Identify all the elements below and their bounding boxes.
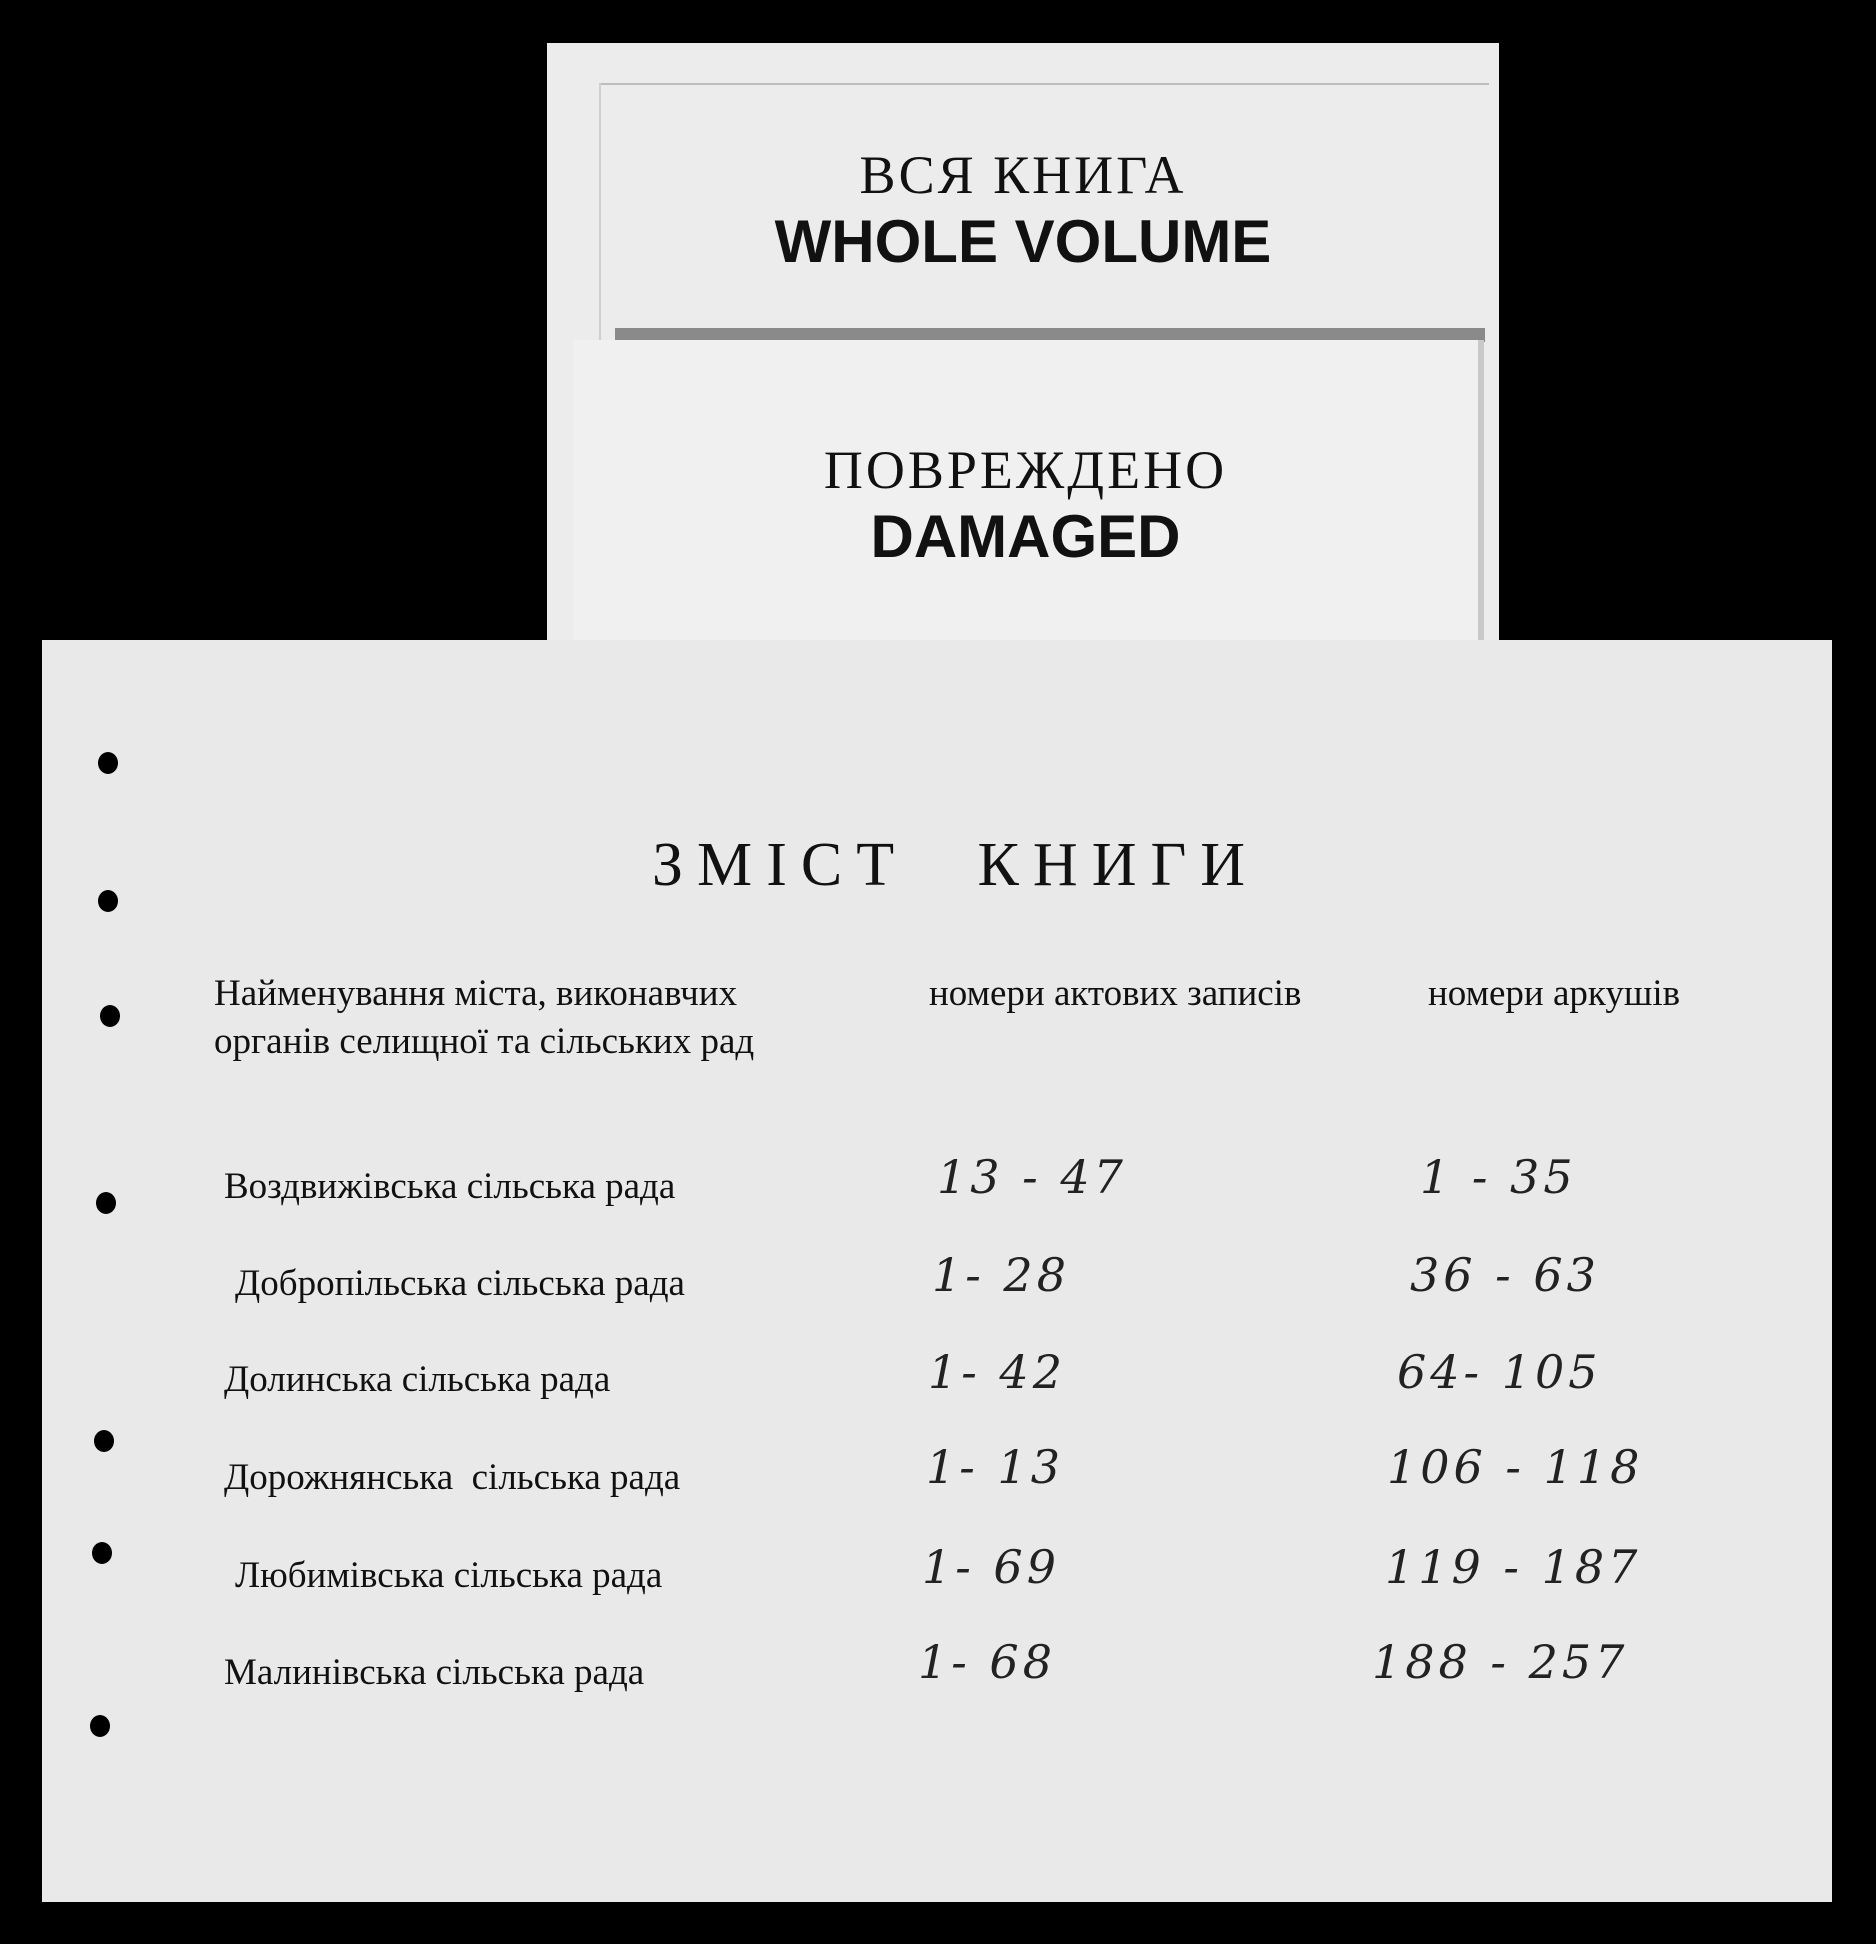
punch-hole <box>92 1542 112 1564</box>
sheet-divider <box>599 83 1489 85</box>
row-records: 1- 69 <box>922 1540 1060 1594</box>
punch-hole <box>94 1430 114 1452</box>
row-name: Воздвижівська сільська рада <box>224 1166 676 1207</box>
row-name: Долинська сільська рада <box>224 1359 611 1400</box>
damaged-label-sheet <box>573 340 1484 640</box>
header-sheets: номери аркушів <box>1428 973 1681 1014</box>
damaged-latin: DAMAGED <box>870 503 1181 570</box>
punch-hole <box>100 1005 120 1027</box>
row-sheets: 106 - 118 <box>1387 1440 1644 1494</box>
punch-hole <box>98 752 118 774</box>
punch-hole <box>98 890 118 912</box>
punch-hole <box>96 1192 116 1214</box>
row-sheets: 64- 105 <box>1397 1345 1602 1399</box>
row-sheets: 119 - 187 <box>1385 1540 1642 1594</box>
row-name: Добропільська сільська рада <box>235 1263 685 1304</box>
damaged-label <box>573 438 1478 572</box>
row-sheets: 1 - 35 <box>1420 1150 1577 1204</box>
whole-volume-cyrillic: ВСЯ КНИГА <box>859 145 1187 205</box>
row-records: 1- 68 <box>918 1635 1056 1689</box>
contents-page <box>42 640 1832 1902</box>
whole-volume-latin: WHOLE VOLUME <box>774 208 1272 275</box>
punch-hole <box>90 1715 110 1737</box>
row-name: Любимівська сільська рада <box>235 1555 663 1596</box>
row-sheets: 36 - 63 <box>1410 1248 1600 1302</box>
row-records: 13 - 47 <box>937 1150 1127 1204</box>
row-name: Дорожнянська сільська рада <box>224 1457 681 1498</box>
row-records: 1- 13 <box>926 1440 1064 1494</box>
page-title: ЗМІСТ КНИГИ <box>652 831 1260 899</box>
header-records: номери актових записів <box>929 973 1302 1014</box>
damaged-cyrillic: ПОВРЕЖДЕНО <box>823 440 1228 500</box>
row-records: 1- 42 <box>928 1345 1066 1399</box>
header-name: Найменування міста, виконавчих органів селищної та сільських рад <box>214 973 755 1062</box>
whole-volume-label <box>547 143 1499 277</box>
row-name: Малинівська сільська рада <box>224 1652 645 1693</box>
row-records: 1- 28 <box>932 1248 1070 1302</box>
row-sheets: 188 - 257 <box>1372 1635 1629 1689</box>
